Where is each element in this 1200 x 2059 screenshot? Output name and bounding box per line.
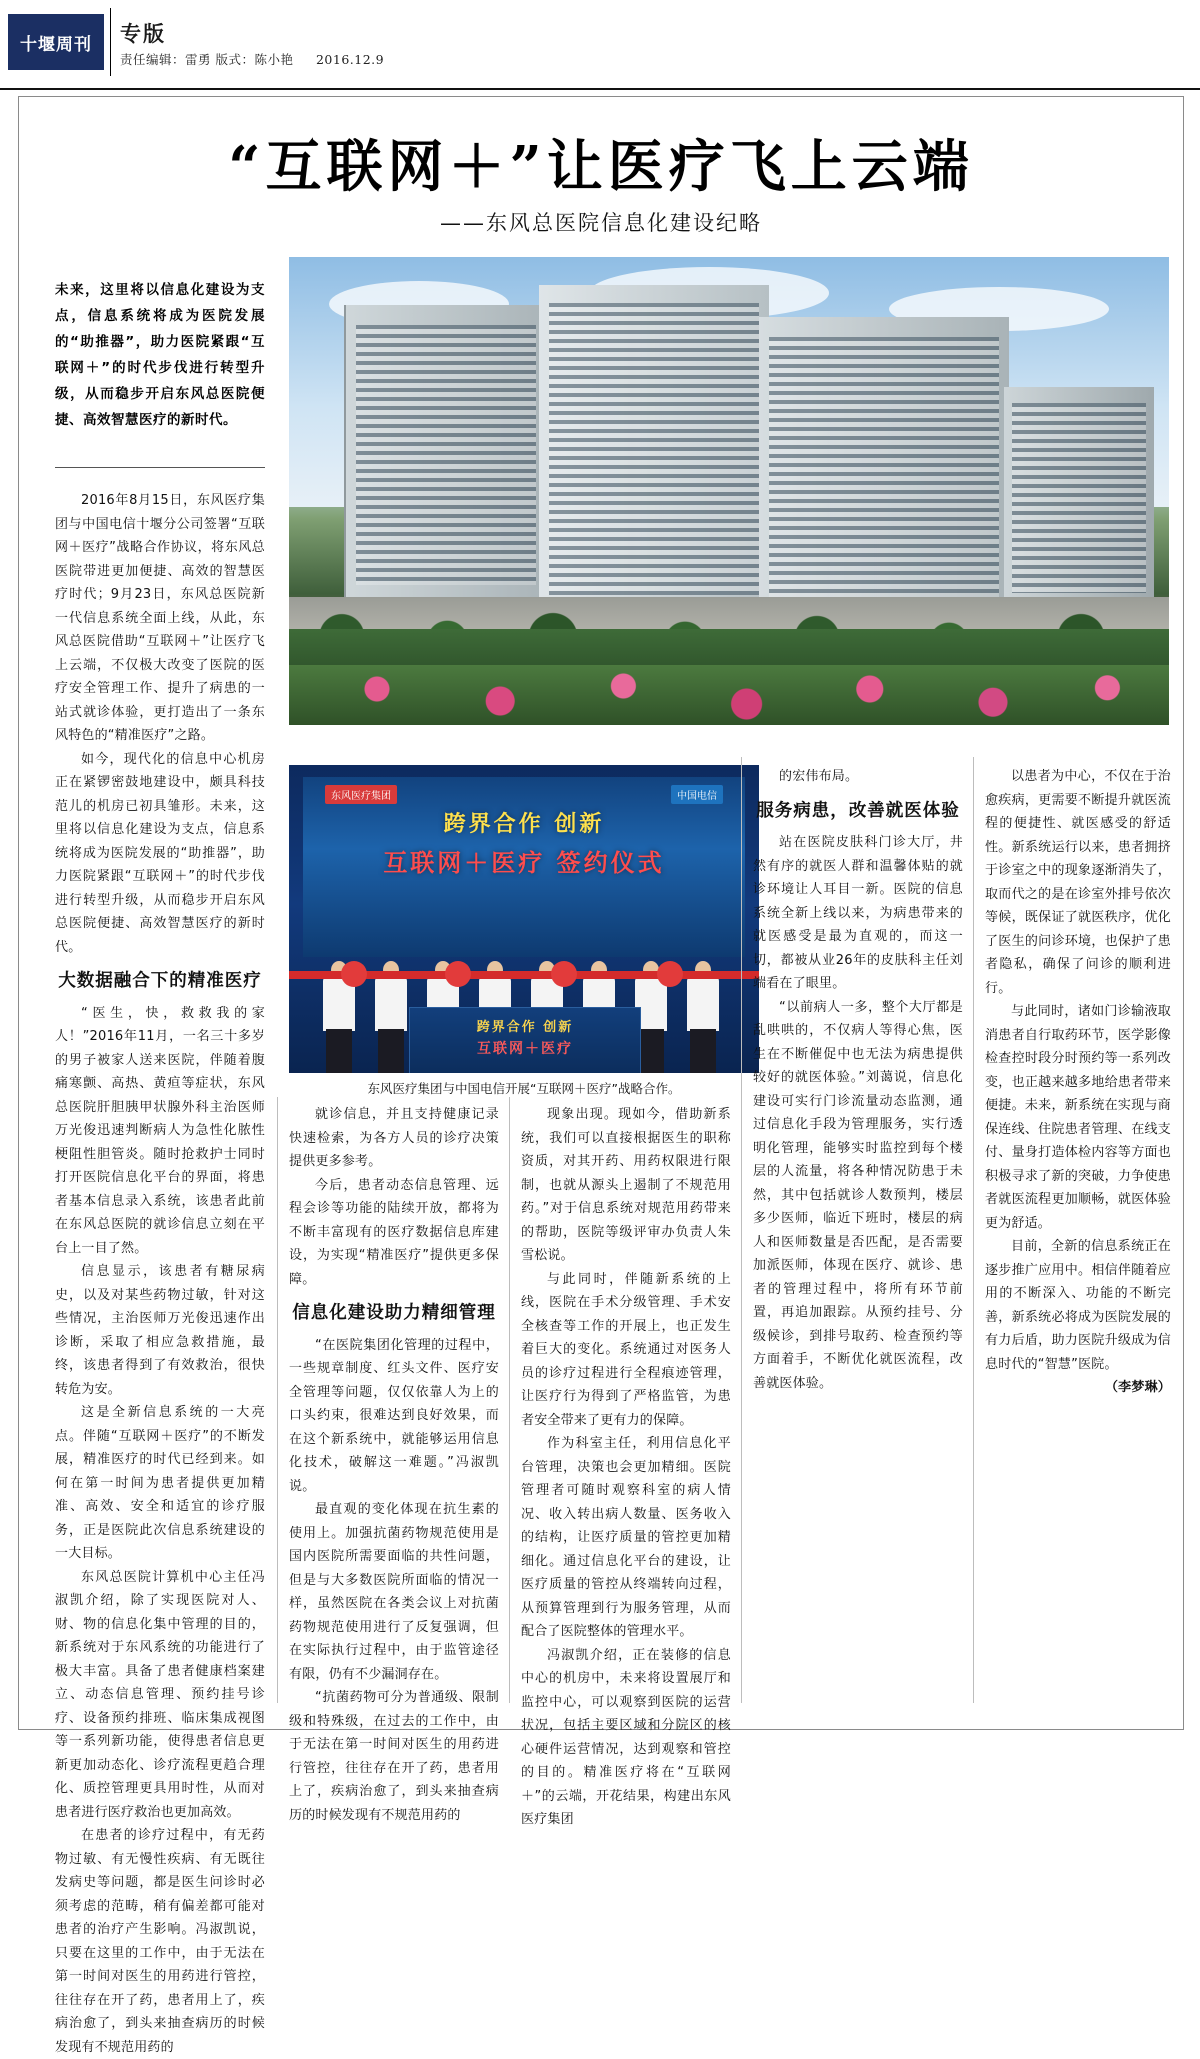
building-right [759,317,1009,617]
ribbon-bow [551,961,577,987]
paragraph: 2016年8月15日，东风医疗集团与中国电信十堰分公司签署“互联网＋医疗”战略合作协议，将东风总医院带进更加便捷、高效的智慧医疗时代；9月23日，东风总医院新一代信息系统全面上线，从此，东风总医院借助“互联网＋”让医疗飞上云端，不仅极大改变了医院的医疗安全管理工作、提升了病患的一站式就诊体验，更打造出了一条东风特色的“精准医疗”之路。 [55,493,265,743]
china-telecom-logo: 中国电信 [671,785,723,804]
window-grid [1012,403,1146,593]
section-heading-fine-management: 信息化建设助力精细管理 [292,1303,496,1323]
editor-credits: 责任编辑：雷勇 版式：陈小艳 [120,52,294,67]
paragraph: 与此同时，伴随新系统的上线，医院在手术分级管理、手术安全核查等工作的开展上，也正发生着巨大的变化。系统通过对医务人员的诊疗过程进行全程痕迹管理，让医疗行为得到了严格监管，为患者安全带来了更有力的保障。 [521,1271,731,1428]
publication-logo-text: 十堰周刊 [20,34,92,55]
ribbon-bow [445,961,471,987]
text-column-2 [289,1103,499,1823]
column-rule [277,1097,278,1703]
paragraph: 冯淑凯介绍，正在装修的信息中心的机房中，未来将设置展厅和监控中心，可以观察到医院的运营状况，包括主要区域和分院区的核心硬件运营情况，达到观察和管控的目的。精准医疗将在“互联网＋”的云端，开花结果，构建出东风医疗集团 [521,1647,731,1827]
backdrop-line-1: 跨界合作 创新 [443,812,605,837]
paragraph: 在患者的诊疗过程中，有无药物过敏、有无慢性疾病、有无既往发病史等问题，都是医生问诊时必须考虑的范畴，稍有偏差都可能对患者的治疗产生影响。冯淑凯说，只要在这里的工作中，由于无法在第一时间对医生的用药进行管控，往往存在开了药，患者用上了，疾病治愈了，到头来抽查病历的时候发现有不规范用药的 [55,1828,265,2055]
paragraph: 站在医院皮肤科门诊大厅，井然有序的就医人群和温馨体贴的就诊环境让人耳目一新。医院的信息系统全新上线以来，为病患带来的就医感受是最为直观的，而这一切，都被从业26年的皮肤科主任刘端看在了眼里。 [753,835,963,991]
article-byline: （李梦琳） [1104,1380,1171,1395]
ribbon-bow [657,961,683,987]
paragraph: “抗菌药物可分为普通级、限制级和特殊级，在过去的工作中，由于无法在第一时间对医生的用药进行管控，往往存在开了药，患者用上了，疾病治愈了，到头来抽查病历的时候发现有不规范用药的 [289,1690,499,1823]
paragraph: 的宏伟布局。 [779,769,859,784]
paragraph: 今后，患者动态信息管理、远程会诊等功能的陆续开放，都将为不断丰富现有的医疗数据信息库建设，为实现“精准医疗”提供更多保障。 [289,1177,499,1287]
paragraph: 与此同时，诸如门诊输液取消患者自行取药环节，医学影像检查控时段分时预约等一系列改变，也正越来越多地给患者带来便捷。未来，新系统在实现与商保连线、住院患者管理、在线支付、量身打造体检内容等方面也积极寻求了新的突破，力争使患者就医流程更加顺畅，就医体验更为舒适。 [985,1004,1171,1231]
masthead [0,0,1200,88]
podium-line-1: 跨界合作 创新 [476,1020,574,1035]
article-subhead: ——东风总医院信息化建设纪略 [440,211,762,235]
text-column-5 [985,765,1171,1699]
text-column-1 [55,489,265,2055]
window-grid [549,303,759,595]
stage-backdrop [303,777,745,957]
podium-banner [409,1007,641,1073]
building-left [344,305,546,605]
column-rule [973,757,974,1703]
hospital-campus-photo [289,257,1169,725]
window-grid [769,337,999,599]
paragraph: 最直观的变化体现在抗生素的使用上。加强抗菌药物规范使用是国内医院所需要面临的共性问题，但是与大多数医院所面临的情况一样，虽然医院在各类会议上对抗菌药物规范使用进行了反复强调，但在实际执行过程中，由于监管途径有限，仍有不少漏洞存在。 [289,1502,499,1682]
masthead-divider [110,8,111,76]
signing-ceremony-photo [289,765,759,1073]
section-title: 专版 [120,22,166,46]
paragraph: “以前病人一多，整个大厅都是乱哄哄的，不仅病人等得心焦，医生在不断催促中也无法为病患提供较好的就医体验。”刘蔼说，信息化建设可实行门诊流量动态监测，通过信息化手段为管理服务，实行透明化管理，能够实时监控到每个楼层的人流量，将各种情况防患于未然，其中包括就诊人数预判，楼层多少医师，临近下班时，楼层的病人和医师数量是否匹配，是否需要加派医师，体现在医疗、就诊、患者的管理过程中，将所有环节前置，再追加跟踪。从预约挂号、分级候诊，到排号取药、检查预约等方面着手，不断优化就医流程，改善就医体验。 [753,999,963,1391]
podium-line-2: 互联网＋医疗 [477,1041,573,1057]
building-far-right [1004,387,1154,612]
issue-date: 2016.12.9 [315,52,385,67]
paragraph: 就诊信息，并且支持健康记录快速检索，为各方人员的诊疗决策提供更多参考。 [289,1107,499,1169]
article-frame [18,96,1184,2055]
paragraph: 以患者为中心，不仅在于治愈疾病，更需要不断提升就医流程的便捷性、就医感受的舒适性。新系统运行以来，患者拥挤于诊室之中的现象逐渐消失了，取而代之的是在诊室外排号依次等候，既保证了就医秩序，优化了医生的问诊环境，也保护了患者隐私，确保了问诊的顺利进行。 [985,769,1171,996]
paragraph: 这是全新信息系统的一大亮点。伴随“互联网＋医疗”的不断发展，精准医疗的时代已经到来。如何在第一时间为患者提供更加精准、高效、安全和适宜的诊疗服务，正是医院此次信息系统建设的一大目标。 [55,1405,265,1561]
paragraph: 作为科室主任，利用信息化平台管理，决策也会更加精细。医院管理者可随时观察科室的病人情况、收入转出病人数量、医务收入的结构，让医疗质量的管控更加精细化。通过信息化平台的建设，让医疗质量的管控从终端转向过程，从预算管理到行为服务管理，从而配合了医院整体的管理水平。 [521,1436,731,1639]
masthead-credits-line [120,50,384,68]
column-rule [509,1097,510,1703]
article-lead: 未来，这里将以信息化建设为支点，信息系统将成为医院发展的“助推器”，助力医院紧跟“互联网＋”的时代步伐进行转型升级，从而稳步开启东风总医院便捷、高效智慧医疗的新时代。 [55,282,265,428]
masthead-rule [0,88,1200,90]
building-center [539,285,769,615]
column-rule [741,757,742,1703]
paragraph: 东风总医院计算机中心主任冯淑凯介绍，除了实现医院对人、财、物的信息化集中管理的目的，新系统对于东风系统的功能进行了极大丰富。具备了患者健康档案建立、动态信息管理、预约挂号诊疗、设备预约排班、临床集成视图等一系列新功能，使得患者信息更新更加动态化、诊疗流程更趋合理化、质控管理更具用时性，从而对患者进行医疗救治也更加高效。 [55,1569,265,1820]
section-heading-precision-medicine: 大数据融合下的精准医疗 [58,971,262,991]
section-heading-patient-experience: 服务病患，改善就医体验 [756,800,960,821]
lead-separator [55,467,265,468]
article-headline: “互联网＋”让医疗飞上云端 [228,134,974,200]
text-column-3 [521,1103,731,1827]
publication-logo [8,14,104,70]
text-column-4 [753,765,963,1699]
window-grid [356,325,536,585]
dongfeng-medical-logo: 东风医疗集团 [325,785,397,804]
paragraph: 如今，现代化的信息中心机房正在紧锣密鼓地建设中，颇具科技范儿的机房已初具雏形。未来，这里将以信息化建设为支点，信息系统将成为医院发展的“助推器”，助力医院紧跟“互联网＋”的时代步伐进行转型升级，从而稳步开启东风总医院便捷、高效智慧医疗的新时代。 [55,751,265,955]
ribbon-bow [341,961,367,987]
paragraph: 现象出现。现如今，借助新系统，我们可以直接根据医生的职称资质，对其开药、用药权限进行限制，也就从源头上遏制了不规范用药。”对于信息系统对规范用药带来的帮助，医院等级评审办负责人朱雪松说。 [521,1107,731,1263]
backdrop-line-2: 互联网＋医疗 签约仪式 [383,849,665,877]
paragraph: “医生，快，救救我的家人！”2016年11月，一名三十多岁的男子被家人送来医院，伴随着腹痛寒颤、高热、黄疸等症状，东风总医院肝胆胰甲状腺外科主治医师万光俊迅速判断病人为急性化脓性梗阻性胆管炎。随时抢救护士同时打开医院信息化平台的界面，将患者基本信息录入系统，该患者此前在东风总医院的就诊信息立刻在平台上一目了然。 [55,1005,265,1256]
paragraph: 信息显示，该患者有糖尿病史，以及对某些药物过敏，针对这些情况，主治医师万光俊迅速作出诊断，采取了相应急救措施，最终，该患者得到了有效救治，很快转危为安。 [55,1264,265,1397]
paragraph: 目前，全新的信息系统正在逐步推广应用中。相信伴随着应用的不断深入、功能的不断完善，新系统必将成为医院发展的有力后盾，助力医院升级成为信息时代的“智慧”医院。 [985,1239,1171,1372]
paragraph: “在医院集团化管理的过程中，一些规章制度、红头文件、医疗安全管理等问题，仅仅依靠人为上的口头约束，很难达到良好效果，而在这个新系统中，就能够运用信息化技术，破解这一难题。”冯淑凯说。 [289,1337,499,1494]
photo-flowerbed [289,665,1169,725]
ceremony-photo-caption: 东风医疗集团与中国电信开展“互联网＋医疗”战略合作。 [367,1081,681,1096]
